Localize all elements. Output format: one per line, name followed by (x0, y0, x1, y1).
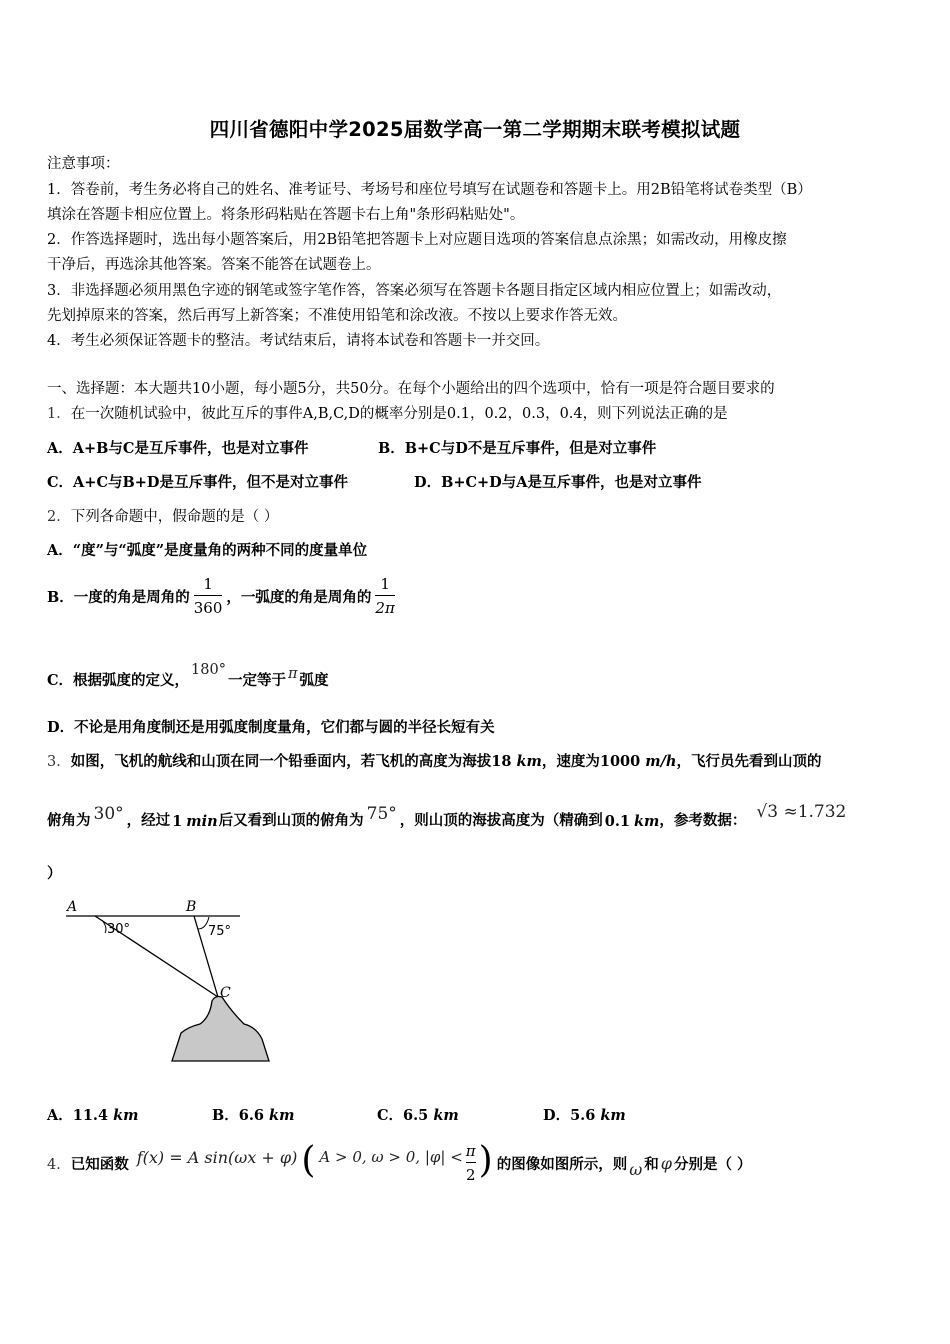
q1-option-a[interactable]: A．A+B与C是互斥事件，也是对立事件 (47, 440, 309, 457)
page-title: 四川省德阳中学2025届数学高一第二学期期末联考模拟试题 (209, 118, 741, 141)
fraction-numerator: π (465, 1142, 476, 1160)
math-pi: π (287, 666, 298, 682)
option-text: A．11.4 (47, 1107, 109, 1124)
precision-value: 0.1 (604, 813, 631, 830)
question-4 (47, 1140, 752, 1186)
option-text: 一定等于 (227, 672, 286, 689)
q2-option-a[interactable]: A．“度”与“弧度”是度量角的两种不同的度量单位 (47, 542, 368, 559)
fraction-numerator: 1 (203, 575, 213, 593)
label-a: A (67, 899, 78, 915)
question-text: 和 (644, 1155, 659, 1173)
question-text: 俯角为 (47, 812, 91, 829)
symbol-omega: ω (629, 1159, 643, 1179)
q1-option-c[interactable]: C．A+C与B+D是互斥事件，但不是对立事件 (47, 474, 348, 491)
question-number: 2． (47, 509, 71, 525)
q3-option-a[interactable] (47, 1104, 139, 1125)
option-text: ，一弧度的角是周角的 (226, 588, 372, 606)
unit-km: km (269, 1107, 295, 1124)
option-text: 弧度 (299, 672, 329, 689)
unit-m-per-h: m/h (645, 753, 677, 770)
q3-option-c[interactable] (377, 1104, 459, 1125)
notice-line: 4．考生必须保证答题卡的整洁。考试结束后，请将本试卷和答题卡一并交回。 (47, 333, 550, 349)
question-3-close: ） (47, 865, 62, 882)
fraction-bar (194, 595, 223, 596)
question-text: ，速度为 (541, 753, 600, 770)
time-value: 1 (172, 813, 183, 830)
function-formula: f(x) = A sin(ωx + φ) (136, 1147, 298, 1167)
unit-km: km (433, 1107, 459, 1124)
fraction-numerator: 1 (380, 575, 390, 593)
q3-option-d[interactable] (543, 1104, 626, 1125)
question-text: ，经过 (126, 812, 171, 829)
unit-km: km (634, 813, 660, 830)
question-1 (47, 402, 728, 423)
math-180-degrees: 180° (191, 662, 226, 678)
angle-30: 30° (93, 804, 124, 824)
mountain-figure (50, 893, 280, 1073)
question-3-line-2 (47, 800, 846, 830)
question-text: 的图像如图所示，则 (496, 1155, 628, 1173)
option-text: B．6.6 (212, 1107, 264, 1124)
option-text: C．根据弧度的定义， (47, 672, 190, 689)
question-text: 后又看到山顶的俯角为 (218, 812, 364, 829)
fraction-bar (375, 595, 394, 596)
q2-option-c[interactable] (47, 660, 329, 690)
symbol-phi: φ (660, 1153, 672, 1173)
question-text: 已知函数 (70, 1155, 129, 1173)
unit-km: km (113, 1107, 139, 1124)
option-text: D．5.6 (543, 1107, 596, 1124)
question-text: 如图，飞机的航线和山顶在同一个铅垂面内，若飞机的高度为海拔 (70, 753, 492, 770)
question-stem: 下列各命题中，假命题的是（ ） (70, 509, 279, 525)
notice-line: 干净后，再选涂其他答案。答案不能答在试题卷上。 (47, 257, 381, 273)
speed-value: 1000 (599, 753, 641, 770)
q3-option-b[interactable] (212, 1104, 294, 1125)
fraction-1-360 (194, 575, 223, 617)
q2-option-b[interactable] (47, 574, 399, 618)
height-value: 18 (491, 753, 512, 770)
label-30-degrees: 30° (107, 922, 131, 937)
label-b: B (186, 899, 197, 915)
unit-km: km (516, 753, 542, 770)
fraction-denominator: 360 (193, 599, 223, 617)
question-text: ，则山顶的海拔高度为（精确到 (399, 812, 603, 829)
fraction-1-2pi (375, 575, 394, 617)
fraction-bar (466, 1162, 476, 1163)
notice-line: 填涂在答题卡相应位置上。将条形码粘贴在答题卡右上角"条形码粘贴处"。 (47, 207, 525, 223)
notice-line: 先划掉原来的答案，然后再写上新答案；不准使用铅笔和涂改液。不按以上要求作答无效。 (47, 308, 627, 324)
sqrt3-reference: √3 ≈1.732 (756, 802, 847, 822)
label-c: C (220, 985, 231, 1001)
right-paren: ) (478, 1140, 493, 1181)
function-conditions: A > 0, ω > 0, |φ| < (319, 1148, 463, 1166)
notice-line: 2．作答选择题时，选出每小题答案后，用2B铅笔把答题卡上对应题目选项的答案信息点涂黑；如需改动，用橡皮擦 (47, 232, 787, 248)
mountain-shape (172, 997, 269, 1062)
label-75-degrees: 75° (208, 924, 232, 939)
unit-km: km (600, 1107, 626, 1124)
fraction-denominator: 2π (375, 599, 395, 617)
fraction-pi-over-2 (466, 1142, 476, 1184)
q1-option-d[interactable]: D．B+C+D与A是互斥事件，也是对立事件 (414, 474, 702, 491)
question-3-line-1 (47, 750, 821, 771)
notice-line: 1．答卷前，考生务必将自己的姓名、准考证号、考场号和座位号填写在试题卷和答题卡上。用2B铅笔将试卷类型（B） (47, 182, 812, 198)
q2-option-d[interactable]: D．不论是用角度制还是用弧度制度量角，它们都与圆的半径长短有关 (47, 719, 495, 736)
left-paren: ( (301, 1140, 316, 1181)
section-heading: 一、选择题：本大题共10小题，每小题5分，共50分。在每个小题给出的四个选项中，恰有一项是符合题目要求的 (47, 381, 775, 397)
unit-min: min (186, 813, 218, 830)
notice-heading: 注意事项： (47, 156, 120, 172)
question-text: 分别是（ ） (673, 1155, 752, 1173)
question-number: 1． (47, 406, 71, 422)
question-text: ，参考数据： (659, 812, 747, 829)
option-text: C．6.5 (377, 1107, 429, 1124)
notice-line: 3．非选择题必须用黑色字迹的钢笔或签字笔作答，答案必须写在答题卡各题目指定区域内相应位置上；如需改动， (47, 283, 782, 299)
question-2 (47, 505, 278, 526)
q1-option-b[interactable]: B．B+C与D不是互斥事件，但是对立事件 (378, 440, 657, 457)
angle-75: 75° (366, 804, 397, 824)
question-number: 3． (47, 754, 71, 770)
question-text: ，飞行员先看到山顶的 (676, 753, 822, 770)
fraction-denominator: 2 (465, 1166, 476, 1184)
question-stem: 在一次随机试验中，彼此互斥的事件A,B,C,D的概率分别是0.1，0.2，0.3，0.4，则下列说法正确的是 (70, 406, 728, 422)
option-text: B．一度的角是周角的 (47, 588, 190, 606)
question-number: 4． (47, 1156, 71, 1173)
